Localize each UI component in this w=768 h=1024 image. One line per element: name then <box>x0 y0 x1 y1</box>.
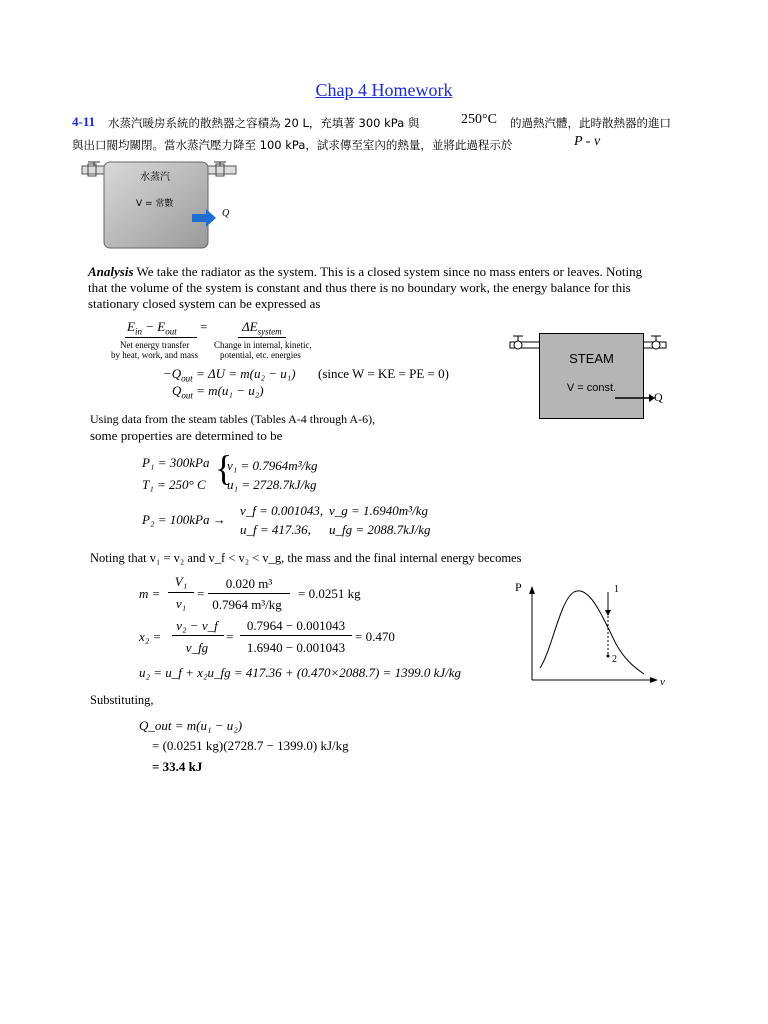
energy-balance-rhs: $\Delta E_{system}$ <box>242 319 282 337</box>
problem-line1b: 的過熱汽體，此時散熱器的進口 <box>510 116 671 130</box>
calc-m-result: = 0.0251 kg <box>298 586 361 601</box>
steam-q: Q <box>654 390 663 404</box>
tables-line1: Using data from the steam tables (Tables A-4 through A-6), <box>90 412 376 426</box>
calc-x-num2: 0.7964 − 0.001043 <box>246 618 346 633</box>
prop-uf: u_f = 417.36, <box>240 522 311 537</box>
pv-diagram <box>512 580 672 688</box>
calc-x-eq: = <box>226 629 234 644</box>
radiator-volume: V = 常數 <box>136 199 174 209</box>
calc-m-den1: v₁ <box>175 596 187 611</box>
calc-x-num1: v₂ − v_f <box>176 618 218 633</box>
prop-t1: T₁ = 250° C <box>142 477 206 492</box>
calc-x-result: = 0.470 <box>355 629 395 644</box>
prop-p2: P₂ = 100kPa → <box>142 512 226 527</box>
calc-m-den2: 0.7964 m³/kg <box>212 597 282 612</box>
problem-pv: P - ν <box>574 134 601 149</box>
final-result: = 33.4 kJ <box>152 759 203 774</box>
energy-balance-lhs: $E_{in} - E_{out}$ <box>127 319 177 337</box>
analysis-line3: stationary closed system can be expressed as <box>88 296 321 311</box>
energy-line2: $-Q_{out} = \Delta U = m(u_2 - u_1)$ <box>163 366 296 384</box>
change-energy-label1: Change in internal, kinetic, <box>214 340 312 350</box>
problem-line2a: 與出口閥均關閉。當水蒸汽壓力降至 100 kPa，試求傳至室內的熱量，並將此過程示於 <box>72 138 513 152</box>
prop-p1: P₁ = 300kPa <box>142 455 210 470</box>
calc-u2: u₂ = u_f + x₂u_fg = 417.36 + (0.470×2088.7) = 1399.0 kJ/kg <box>139 665 461 680</box>
energy-balance-eq: = <box>200 319 208 334</box>
prop-vf: v_f = 0.001043, <box>240 503 324 518</box>
pv-axis-p: P <box>515 580 522 594</box>
prop-v1: v₁ = 0.7964m³/kg <box>227 458 318 473</box>
analysis-line2: that the volume of the system is constant and thus there is no boundary work, the energy balance for this <box>88 280 631 295</box>
final-line1: Q_out = m(u₁ − u₂) <box>139 718 243 733</box>
steam-volume: V = const. <box>566 382 617 394</box>
brace: { <box>215 448 233 488</box>
lhs-underbrace <box>125 337 197 338</box>
calc-x-lhs: x₂ = <box>139 629 162 644</box>
pv-axis-v: v <box>660 676 665 688</box>
problem-temp: 250°C <box>461 112 497 127</box>
net-energy-label1: Net energy transfer <box>120 340 190 350</box>
prop-u1: u₁ = 2728.7kJ/kg <box>227 477 317 492</box>
net-energy-label2: by heat, work, and mass <box>111 350 198 360</box>
steam-box <box>539 333 644 419</box>
page-title: Chap 4 Homework <box>315 80 453 100</box>
energy-line3: $Q_{out} = m(u_1 - u_2)$ <box>172 383 264 401</box>
noting-text: Noting that v₁ = v₂ and v_f < v₂ < v_g, the mass and the final internal energy becomes <box>90 551 522 565</box>
final-line2: = (0.0251 kg)(2728.7 − 1399.0) kJ/kg <box>152 738 349 753</box>
calc-x-den1: v_fg <box>185 640 209 655</box>
problem-line1a: 水蒸汽暖房系統的散熱器之容積為 20 L，充填著 300 kPa 與 <box>108 116 420 130</box>
radiator-q: Q <box>222 208 230 219</box>
calc-m-eq: = <box>197 586 205 601</box>
analysis-line1: We take the radiator as the system. This is a closed system since no mass enters or leaves. Noting <box>136 264 643 279</box>
problem-number: 4-11 <box>72 114 96 129</box>
calc-m-num1: V₁ <box>174 574 188 589</box>
pv-state-2: 2 <box>612 654 617 665</box>
prop-vg: v_g = 1.6940m³/kg <box>329 503 428 518</box>
tables-line2: some properties are determined to be <box>90 428 283 443</box>
steam-label: STEAM <box>569 351 614 366</box>
radiator-label: 水蒸汽 <box>140 172 170 183</box>
analysis-heading: Analysis <box>88 264 134 279</box>
change-energy-label2: potential, etc. energies <box>220 350 301 360</box>
calc-m-num2: 0.020 m³ <box>225 576 273 591</box>
energy-line2-note: (since W = KE = PE = 0) <box>318 366 449 381</box>
rhs-underbrace <box>238 337 286 338</box>
pv-state-1: 1 <box>614 584 619 595</box>
calc-m-lhs: m = <box>139 586 161 601</box>
prop-ufg: u_fg = 2088.7kJ/kg <box>329 522 431 537</box>
substituting-label: Substituting, <box>90 693 154 707</box>
calc-x-den2: 1.6940 − 0.001043 <box>246 640 346 655</box>
